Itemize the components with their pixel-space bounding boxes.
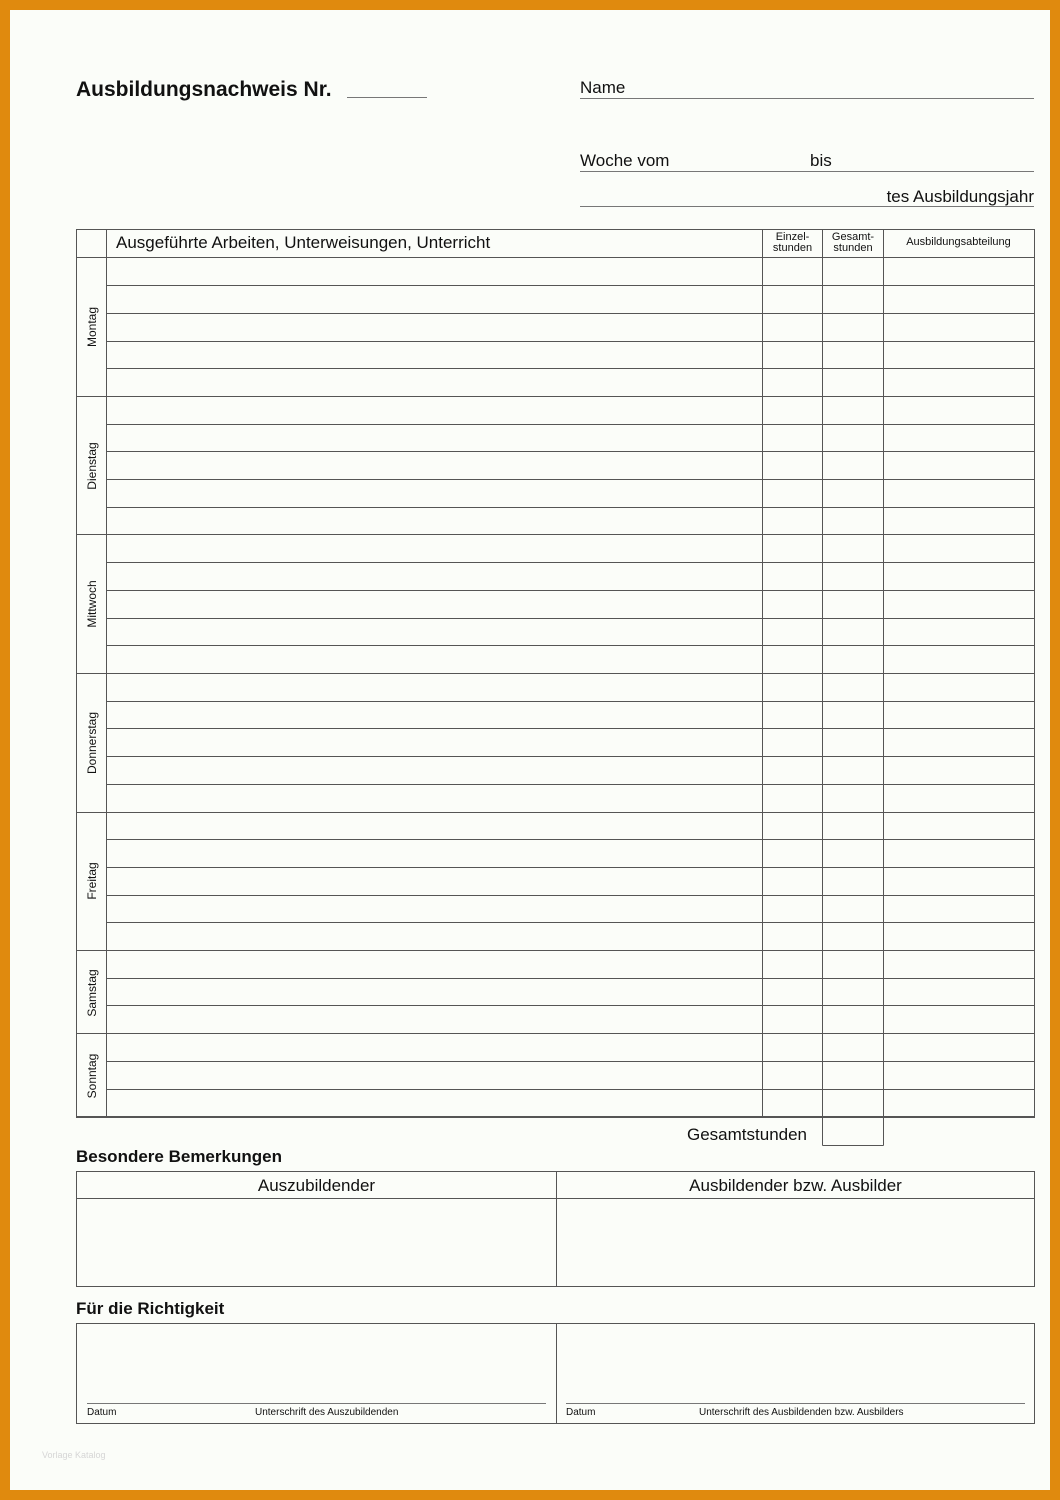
- trainee-signature-field[interactable]: [87, 1328, 546, 1402]
- day-label-wednesday: Mittwoch: [85, 580, 99, 628]
- remarks-box: [76, 1171, 1035, 1287]
- remarks-trainer-header: Ausbildender bzw. Ausbilder: [689, 1176, 902, 1195]
- day-label-monday: Montag: [85, 306, 99, 348]
- week-to-label: bis: [810, 151, 832, 170]
- column-header-single-hours-line1: Einzel-: [775, 231, 810, 243]
- day-label-thursday: Donnerstag: [85, 711, 99, 775]
- column-header-department: Ausbildungsabteilung: [906, 236, 1011, 248]
- trainer-signature-field[interactable]: [566, 1328, 1025, 1402]
- watermark: Vorlage Katalog: [42, 1450, 106, 1460]
- signature-box: [76, 1323, 1035, 1424]
- column-header-total-hours-line1: Gesamt-: [831, 231, 875, 243]
- signature-title: Für die Richtigkeit: [76, 1299, 225, 1318]
- form-sheet: [10, 10, 1050, 1490]
- trainer-signature-label: Unterschrift des Ausbildenden bzw. Ausbilders: [699, 1407, 904, 1418]
- column-header-total-hours: [822, 232, 884, 254]
- week-from-label: Woche vom: [580, 151, 670, 170]
- remarks-title: Besondere Bemerkungen: [76, 1147, 282, 1166]
- trainee-date-label: Datum: [87, 1407, 117, 1418]
- day-label-tuesday: Dienstag: [85, 442, 99, 490]
- total-hours-label: Gesamtstunden: [687, 1125, 808, 1144]
- day-label-saturday: Samstag: [85, 969, 99, 1017]
- trainee-signature-label: Unterschrift des Auszubildenden: [255, 1407, 399, 1418]
- trainer-date-label: Datum: [566, 1407, 596, 1418]
- column-header-work: Ausgeführte Arbeiten, Unterweisungen, Unterricht: [116, 233, 491, 252]
- name-label: Name: [580, 78, 626, 97]
- remarks-trainee-field[interactable]: [77, 1199, 556, 1286]
- column-header-single-hours: [762, 232, 823, 254]
- day-label-friday: Freitag: [85, 862, 99, 900]
- form-title: Ausbildungsnachweis Nr.: [76, 78, 332, 101]
- total-hours-field[interactable]: [823, 1118, 883, 1145]
- remarks-trainer-field[interactable]: [557, 1199, 1034, 1286]
- training-year-label: tes Ausbildungsjahr: [886, 187, 1034, 206]
- remarks-trainee-header: Auszubildender: [257, 1176, 376, 1195]
- day-label-sunday: Sonntag: [85, 1053, 99, 1099]
- column-header-single-hours-line2: stunden: [772, 242, 813, 254]
- column-header-total-hours-line2: stunden: [833, 242, 873, 254]
